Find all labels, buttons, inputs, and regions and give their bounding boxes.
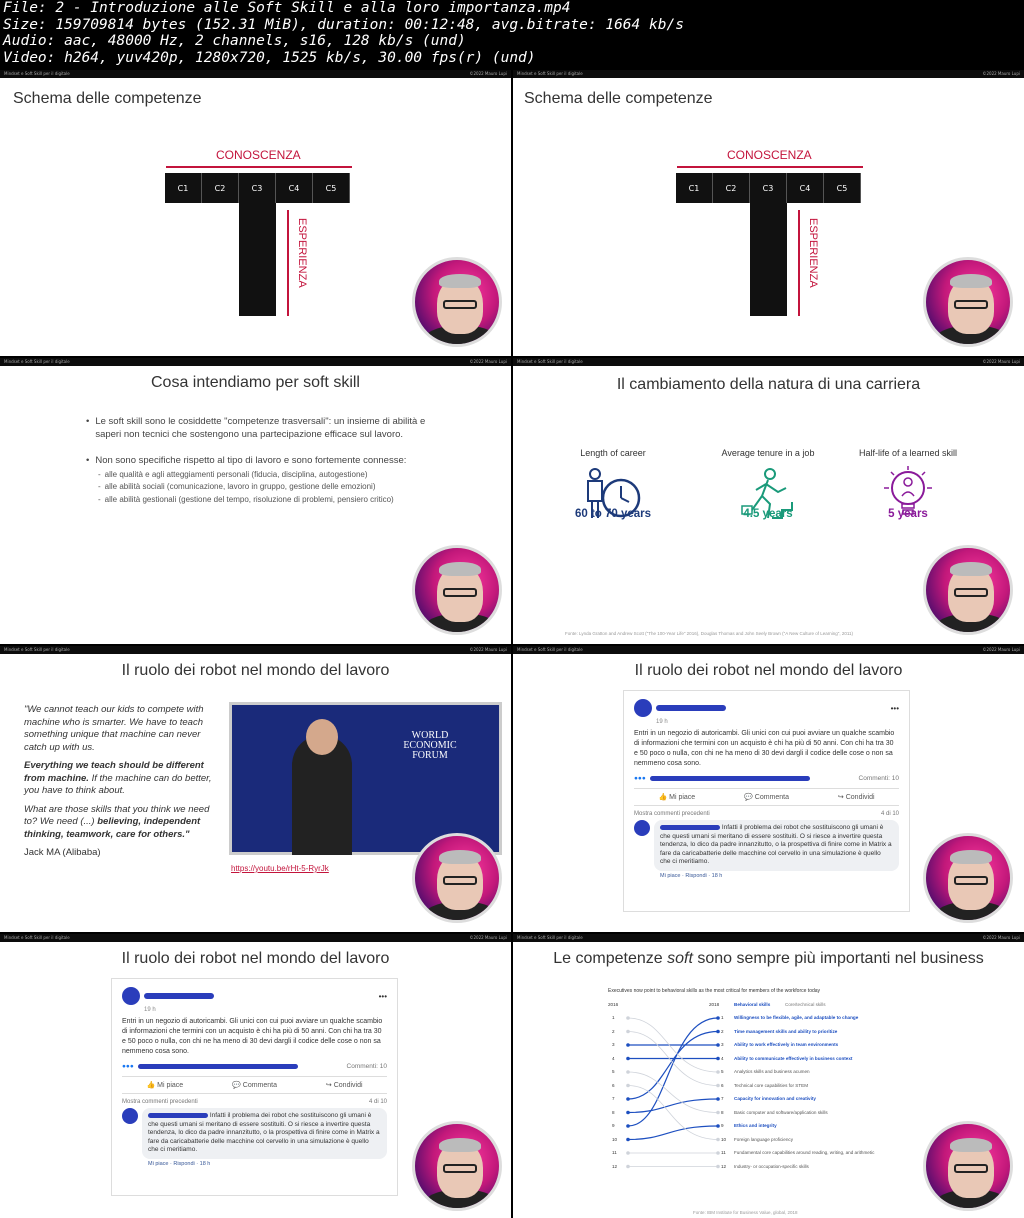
- rank-number-2016: 3: [612, 1042, 615, 1047]
- competence-box: C3: [239, 173, 276, 203]
- more-options-icon[interactable]: •••: [890, 703, 899, 713]
- rank-number-2016: 1: [612, 1015, 615, 1020]
- comment-text: Infatti il problema dei robot che sostituiscono gli umani è che questi umani si meritano di essere sostituiti. O si riesce a invertire questa tendenza, lo dico da padre innanzitutto, o la prospettiva di finire come in Matrix a fare da caricabatterie delle macchine col cervello in una simulazione è quello che ci meritiamo.: [660, 824, 892, 865]
- comments-count[interactable]: Commenti: 10: [858, 775, 899, 782]
- rank-number-2018: 10: [721, 1136, 727, 1142]
- competence-box: C1: [676, 173, 713, 203]
- presenter-avatar: [923, 257, 1013, 347]
- presenter-avatar: [412, 257, 502, 347]
- column-2018-header: 2018: [709, 1002, 720, 1007]
- topbar-left-text: Mindset e Soft Skill per il digitale: [4, 71, 70, 76]
- topbar-right-text: ©2022 Mauro Lupi: [982, 71, 1020, 76]
- slide-thumbnail-5[interactable]: [0, 646, 511, 932]
- skill-label: Basic computer and software/application skills: [734, 1109, 828, 1115]
- topbar-left-text: Mindset e Soft Skill per il digitale: [517, 935, 583, 940]
- presenter-avatar: [412, 545, 502, 635]
- presenter-avatar: [923, 545, 1013, 635]
- skill-label: Ethics and integrity: [734, 1123, 777, 1128]
- slide-title: Il cambiamento della natura di una carriera: [616, 376, 921, 393]
- topbar-left-text: Mindset e Soft Skill per il digitale: [4, 935, 70, 940]
- like-label: Mi piace: [157, 1082, 184, 1089]
- quote-paragraph: "We cannot teach our kids to compete with machine who is smarter. We have to teach something unique that machine can never catch up with us.: [24, 704, 204, 753]
- redacted-names: [138, 1064, 298, 1069]
- lightbulb-person-icon: [878, 466, 938, 522]
- post-time: 19 h: [656, 719, 668, 725]
- slide-topbar: [513, 646, 1024, 654]
- commenter-avatar: [122, 1108, 138, 1124]
- competence-box: C4: [787, 173, 824, 203]
- skill-label: Capacity for innovation and creativity: [734, 1096, 816, 1101]
- experience-stem: [750, 203, 787, 316]
- topbar-right-text: ©2022 Mauro Lupi: [469, 71, 507, 76]
- title-part: Le competenze: [553, 950, 668, 967]
- experience-arrow: [798, 210, 800, 316]
- audio-info-line: Audio: aac, 48000 Hz, 2 channels, s16, 128 kb/s (und): [3, 33, 466, 49]
- skill-label: Willingness to be flexible, agile, and adaptable to change: [734, 1015, 859, 1020]
- skill-label: Foreign language proficiency: [734, 1136, 793, 1142]
- like-button[interactable]: 👍 Mi piace: [146, 1082, 184, 1089]
- skill-label: Technical core capabilities for STEM: [734, 1082, 809, 1088]
- quote-paragraph: [24, 760, 216, 798]
- stat-label: Average tenure in a job: [721, 448, 815, 458]
- rank-number-2018: 1: [721, 1015, 724, 1020]
- rank-number-2018: 9: [721, 1123, 724, 1128]
- post-reactions-row: [122, 1063, 387, 1070]
- sub-bullet: - alle qualità e agli atteggiamenti personali (fiducia, disciplina, autogestione): [98, 469, 368, 479]
- topbar-right-text: ©2022 Mauro Lupi: [982, 359, 1020, 364]
- knowledge-label: CONOSCENZA: [216, 148, 301, 162]
- behavioral-legend: Behavioral skills: [734, 1002, 771, 1007]
- slide-topbar: [513, 358, 1024, 366]
- reaction-icons: ●●●: [122, 1063, 134, 1070]
- topbar-left-text: Mindset e Soft Skill per il digitale: [517, 359, 583, 364]
- slide-thumbnail-3[interactable]: [0, 358, 511, 644]
- slide-title: Il ruolo dei robot nel mondo del lavoro: [634, 662, 903, 679]
- quote-paragraph: [24, 804, 216, 842]
- rank-number-2016: 9: [612, 1123, 615, 1128]
- quote-author: Jack MA (Alibaba): [24, 847, 101, 858]
- experience-label: ESPERIENZA: [807, 218, 819, 288]
- topbar-right-text: ©2022 Mauro Lupi: [982, 647, 1020, 652]
- skill-label: Fundamental core capabilities around reading, writing, and arithmetic: [734, 1150, 875, 1155]
- slide-topbar: [0, 646, 511, 654]
- share-button[interactable]: ↪ Condividi: [837, 794, 875, 801]
- sub-bullet-text: alle qualità e agli atteggiamenti personali (fiducia, disciplina, autogestione): [104, 469, 368, 479]
- comment-label: Commenta: [754, 794, 790, 801]
- slide-title: Il ruolo dei robot nel mondo del lavoro: [121, 950, 390, 967]
- knowledge-arrow: [166, 166, 352, 168]
- skill-label: Industry- or occupation-specific skills: [734, 1163, 809, 1169]
- bullet-list: [86, 416, 431, 505]
- slide-thumbnail-8[interactable]: [513, 934, 1024, 1218]
- rank-number-2016: 11: [612, 1150, 617, 1155]
- quote-block: [24, 704, 216, 860]
- skill-label: Ability to work effectively in team environments: [734, 1042, 839, 1047]
- rank-number-2016: 4: [612, 1055, 615, 1061]
- rank-number-2018: 4: [721, 1055, 724, 1061]
- post-actions: [634, 788, 899, 806]
- stat-label: Half-life of a learned skill: [858, 448, 958, 458]
- presenter-avatar: [923, 833, 1013, 923]
- topbar-left-text: Mindset e Soft Skill per il digitale: [4, 359, 70, 364]
- rank-number-2018: 8: [721, 1109, 724, 1115]
- more-options-icon[interactable]: •••: [378, 991, 387, 1001]
- slide-topbar: [0, 934, 511, 942]
- sub-bullet: - alle abilità sociali (comunicazione, lavoro in gruppo, gestione delle emozioni): [98, 482, 376, 491]
- presenter-avatar: [412, 833, 502, 923]
- slide-title: Schema delle competenze: [13, 90, 202, 107]
- rank-number-2016: 2: [612, 1028, 615, 1034]
- previous-comments-row: [634, 811, 899, 817]
- previous-comments-link[interactable]: Mostra commenti precedenti: [122, 1099, 198, 1105]
- topbar-right-text: ©2022 Mauro Lupi: [982, 935, 1020, 940]
- topbar-right-text: ©2022 Mauro Lupi: [469, 647, 507, 652]
- topbar-left-text: Mindset e Soft Skill per il digitale: [4, 647, 70, 652]
- walking-person-icon: [738, 466, 798, 522]
- competence-box: C2: [713, 173, 750, 203]
- previous-comments-link[interactable]: Mostra commenti precedenti: [634, 811, 710, 817]
- rank-number-2018: 5: [721, 1069, 724, 1074]
- competence-box: C5: [824, 173, 861, 203]
- post-author-row: [122, 987, 387, 1005]
- facebook-post-card: [111, 978, 398, 1196]
- size-info-line: Size: 159709814 bytes (152.31 MiB), duration: 00:12:48, avg.bitrate: 1664 kb/s: [3, 16, 684, 33]
- quote-bold: Everything we teach should be different from machine.: [24, 760, 204, 784]
- chart-title: Executives now point to behavioral skills as the most critical for members of the workforce today: [608, 988, 821, 994]
- bullet-item: • Le soft skill sono le cosiddette "competenze trasversali": un insieme di abilità e saperi non tecnici che sostengono una partecipazione efficace sul lavoro.: [86, 416, 431, 441]
- post-author-row: [634, 699, 899, 717]
- competence-box: C1: [165, 173, 202, 203]
- slide-thumbnail-1[interactable]: [0, 70, 511, 356]
- title-part: sono sempre più importanti nel business: [692, 950, 984, 967]
- slide-title: Il ruolo dei robot nel mondo del lavoro: [121, 662, 390, 679]
- redacted-name: [148, 1113, 208, 1118]
- reaction-icons: ●●●: [634, 775, 646, 782]
- rank-number-2016: 12: [612, 1163, 618, 1169]
- experience-stem: [239, 203, 276, 316]
- comment-actions[interactable]: Mi piace · Rispondi · 18 h: [148, 1160, 211, 1167]
- technical-legend: Core/technical skills: [785, 1002, 826, 1007]
- sub-bullet-text: alle abilità sociali (comunicazione, lavoro in gruppo, gestione delle emozioni): [104, 482, 376, 491]
- slide-topbar: [513, 70, 1024, 78]
- comments-count[interactable]: Commenti: 10: [346, 1063, 387, 1070]
- slide-thumbnail-2[interactable]: [513, 70, 1024, 356]
- file-info-header: [0, 0, 1024, 68]
- rank-number-2016: 5: [612, 1069, 615, 1074]
- slide-topbar: [0, 70, 511, 78]
- share-button[interactable]: ↪ Condividi: [325, 1082, 363, 1089]
- quote-bold: believing, independent thinking, teamwork, care for others.": [24, 816, 201, 840]
- presenter-avatar: [412, 1121, 502, 1211]
- skill-half-life-stat: [843, 448, 973, 520]
- comment-button[interactable]: 💬 Commenta: [744, 794, 790, 801]
- video-logo-text: WORLD ECONOMIC FORUM: [403, 730, 457, 761]
- commenter-avatar: [634, 820, 650, 836]
- column-2016-header: 2016: [608, 1002, 619, 1007]
- share-label: Condividi: [845, 794, 875, 801]
- stat-value: 60 to 70 years: [574, 508, 652, 520]
- slide-topbar: [0, 358, 511, 366]
- person-clock-icon: [583, 466, 643, 522]
- bullet-item: • Non sono specifiche rispetto al tipo di lavoro e sono fortemente connesse:: [86, 455, 407, 466]
- comment-row: [122, 1108, 387, 1159]
- post-actions: [122, 1076, 387, 1094]
- source-footer: Fonte: Lynda Gratton and Andrew Scott ("The 100-Year Life" 2016), Douglas Thomas and John Seely Brown ("A New Culture of Learning", 2011): [565, 631, 854, 636]
- topbar-right-text: ©2022 Mauro Lupi: [469, 935, 507, 940]
- rank-number-2018: 6: [721, 1082, 724, 1088]
- slide-thumbnail-4[interactable]: [513, 358, 1024, 644]
- topbar-left-text: Mindset e Soft Skill per il digitale: [517, 71, 583, 76]
- topbar-left-text: Mindset e Soft Skill per il digitale: [517, 647, 583, 652]
- share-label: Condividi: [333, 1082, 363, 1089]
- redacted-name: [656, 705, 726, 711]
- post-text: Entri in un negozio di autoricambi. Gli unici con cui puoi avviare un qualche scambio di informazioni che termini con un acquisto è chi ha più di 50 anni. Con chi ha tra 30 e 50 poco o nulla, con chi ne ha meno di 30 devi dargli il codice delle cose o non sa nemmeno cosa sono.: [122, 1018, 383, 1055]
- post-time: 19 h: [144, 1007, 156, 1013]
- quote-text: If the machine can do better, you have to think about.: [24, 772, 212, 796]
- post-text: Entri in un negozio di autoricambi. Gli unici con cui puoi avviare un qualche scambio di informazioni che termini con un acquisto è chi ha più di 50 anni. Con chi ha tra 30 e 50 poco o nulla, con chi ne ha meno di 30 devi dargli il codice delle cose o non sa nemmeno cosa sono.: [634, 730, 895, 767]
- competence-box: C5: [313, 173, 350, 203]
- skill-label: Analytics skills and business acumen: [734, 1069, 810, 1074]
- speaker-head: [306, 719, 338, 755]
- topbar-right-text: ©2022 Mauro Lupi: [469, 359, 507, 364]
- presenter-avatar: [923, 1121, 1013, 1211]
- rank-number-2018: 12: [721, 1163, 727, 1169]
- source-footer: Fonte: IBM Institute for Business Value, global, 2018: [693, 1210, 798, 1215]
- skill-label: Time management skills and ability to prioritize: [734, 1028, 838, 1034]
- comment-label: Commenta: [242, 1082, 278, 1089]
- stat-value: 5 years: [888, 508, 928, 520]
- bullet-text: Le soft skill sono le cosiddette "competenze trasversali": un insieme di abilità e saperi non tecnici che sostengono una partecipazione efficace sul lavoro.: [95, 416, 426, 440]
- slide-thumbnail-7[interactable]: [0, 934, 511, 1218]
- rank-number-2016: 7: [612, 1096, 615, 1101]
- like-button[interactable]: 👍 Mi piace: [658, 794, 696, 801]
- previous-comments-row: [122, 1099, 387, 1105]
- thumbnail-grid: [0, 70, 1024, 1218]
- rank-number-2016: 6: [612, 1082, 615, 1088]
- video-info-line: Video: h264, yuv420p, 1280x720, 1525 kb/s, 30.00 fps(r) (und): [3, 49, 536, 66]
- knowledge-arrow: [677, 166, 863, 168]
- post-reactions-row: [634, 775, 899, 782]
- competence-box: C3: [750, 173, 787, 203]
- rank-number-2018: 2: [721, 1028, 724, 1034]
- stat-label: Length of career: [580, 448, 646, 458]
- sub-bullet: - alle abilità gestionali (gestione del tempo, risoluzione di problemi, pensiero critico): [98, 494, 394, 504]
- file-info-line: File: 2 - Introduzione alle Soft Skill e alla loro importanza.mp4: [3, 0, 571, 16]
- rank-number-2016: 8: [612, 1109, 615, 1115]
- quote-text: What are those skills that you think we need to? We need (...): [24, 803, 210, 827]
- video-link[interactable]: https://youtu.be/rHt-5-RyrJk: [231, 864, 329, 873]
- comment-button[interactable]: 💬 Commenta: [232, 1082, 278, 1089]
- comment-text: Infatti il problema dei robot che sostituiscono gli umani è che questi umani si meritano di essere sostituiti. O si riesce a invertire questa tendenza, lo dico da padre innanzitutto, o la prospettiva di finire come in Matrix a fare da caricabatterie delle macchine col cervello in una simulazione è quello che ci meritiamo.: [148, 1112, 380, 1153]
- rank-number-2018: 3: [721, 1042, 724, 1047]
- competence-box: C2: [202, 173, 239, 203]
- experience-label: ESPERIENZA: [296, 218, 308, 288]
- rank-number-2018: 11: [721, 1150, 726, 1155]
- rank-number-2016: 10: [612, 1136, 618, 1142]
- knowledge-label: CONOSCENZA: [727, 148, 812, 162]
- facebook-post-card: [623, 690, 910, 912]
- bullet-text: Non sono specifiche rispetto al tipo di lavoro e sono fortemente connesse:: [95, 455, 407, 466]
- experience-arrow: [287, 210, 289, 316]
- comment-bubble: [142, 1108, 387, 1159]
- like-label: Mi piace: [669, 794, 696, 801]
- author-avatar: [634, 699, 652, 717]
- comment-row: [634, 820, 899, 871]
- competence-box: C4: [276, 173, 313, 203]
- stat-value: 4.5 years: [743, 508, 793, 520]
- comments-pager: 4 di 10: [880, 811, 899, 817]
- slide-title: Cosa intendiamo per soft skill: [151, 374, 360, 391]
- video-thumbnail[interactable]: [229, 702, 502, 855]
- comments-pager: 4 di 10: [368, 1099, 387, 1105]
- redacted-names: [650, 776, 810, 781]
- skill-label: Ability to communicate effectively in business context: [734, 1055, 853, 1061]
- sub-bullet-text: alle abilità gestionali (gestione del tempo, risoluzione di problemi, pensiero critico): [104, 494, 394, 504]
- career-length-stat: [553, 448, 673, 520]
- job-tenure-stat: [703, 448, 833, 520]
- slide-title: Schema delle competenze: [524, 90, 713, 107]
- rank-number-2018: 7: [721, 1096, 724, 1101]
- redacted-name: [660, 825, 720, 830]
- comment-actions[interactable]: Mi piace · Rispondi · 18 h: [660, 872, 723, 879]
- title-emphasis: soft: [667, 950, 693, 967]
- redacted-name: [144, 993, 214, 999]
- comment-bubble: [654, 820, 899, 871]
- slide-thumbnail-6[interactable]: [513, 646, 1024, 932]
- author-avatar: [122, 987, 140, 1005]
